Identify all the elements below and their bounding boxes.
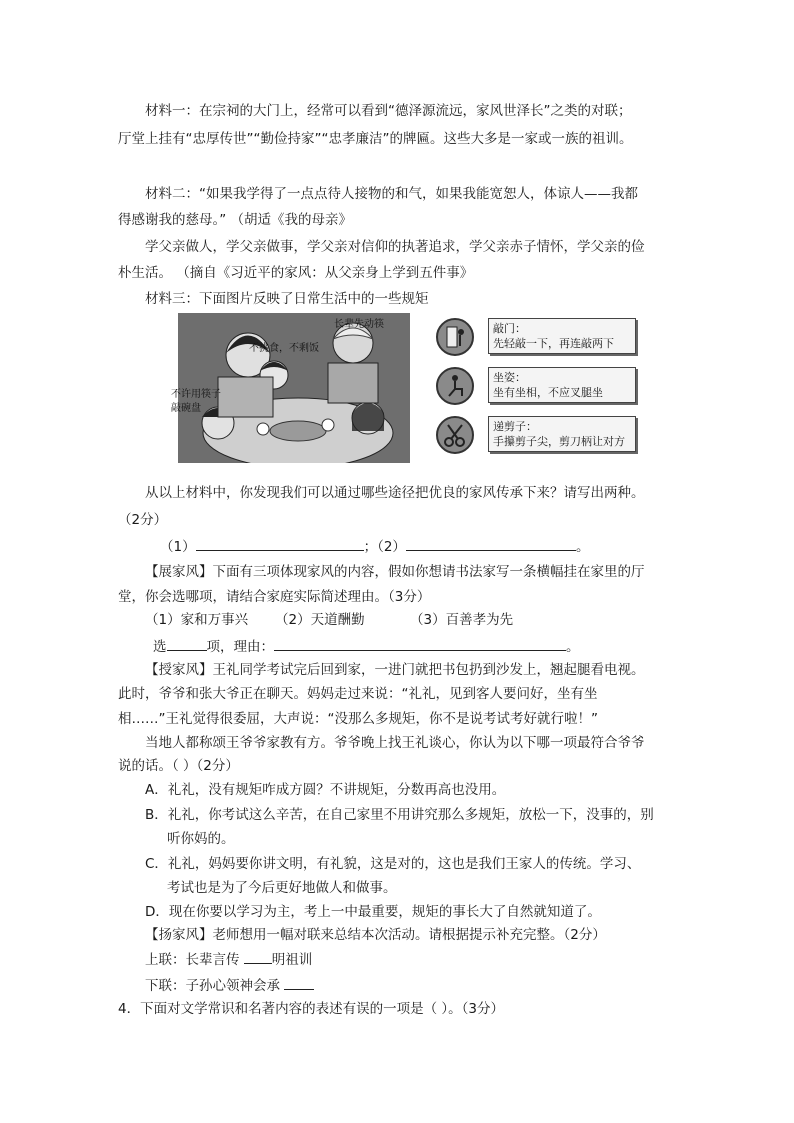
rule-knock-text: 先轻敲一下，再连敲两下 — [493, 337, 614, 350]
rule-sitting-title: 坐姿： — [493, 371, 526, 384]
material2-line1: 材料二：“如果我学得了一点点待人接物的和气，如果我能宽恕人，体谅人——我都 — [145, 186, 638, 202]
zhan-answer-row — [153, 636, 580, 657]
rule-scissors-title: 递剪子： — [493, 420, 537, 433]
yang-lower-a: 下联：子孙心领神会承 — [145, 978, 285, 994]
q1-answer1-blank[interactable] — [196, 536, 364, 551]
shou-line4: 当地人都称颂王爷爷家教有方。爷爷晚上找王礼谈心，你认为以下哪一项最符合爷爷 — [145, 735, 645, 751]
q1-line1: 从以上材料中，你发现我们可以通过哪些途径把优良的家风传承下来？请写出两种。 — [145, 485, 645, 501]
door-knock-icon — [436, 318, 474, 356]
caption-no-picky: 不挑食，不剩饭 — [249, 343, 319, 354]
rule-scissors — [488, 416, 636, 452]
q1-separator: ；（2） — [363, 539, 406, 555]
zhan-reason-blank[interactable] — [274, 636, 566, 651]
zhan-choice-blank[interactable] — [167, 636, 207, 651]
q1-blank1-label: （1） — [160, 539, 196, 555]
q1-answer2-blank[interactable] — [406, 536, 576, 551]
rule-sitting — [488, 367, 636, 403]
shou-option-d: D．现在你要以学习为主，考上一中最重要，规矩的事长大了自然就知道了。 — [145, 904, 601, 920]
shou-option-b2: 听你妈的。 — [167, 831, 235, 847]
shou-option-c2: 考试也是为了今后更好地做人和做事。 — [167, 880, 397, 896]
zhan-option-1: （1）家和万事兴 — [145, 612, 249, 628]
caption-no-chopsticks: 不许用筷子 — [171, 389, 221, 400]
caption-knock-bowl: 敲碗盘 — [171, 403, 201, 414]
rule-knock — [488, 318, 636, 354]
zhan-item: 项，理由： — [206, 639, 274, 655]
caption-elders-first: 长辈先动筷 — [334, 319, 384, 330]
shou-option-b1: B．礼礼，你考试这么辛苦，在自己家里不用讲究那么多规矩，放松一下，没事的，别 — [145, 807, 654, 823]
yang-lower-row — [145, 975, 314, 996]
yang-lower-blank[interactable] — [284, 975, 314, 990]
material1-line2: 厅堂上挂有“忠厚传世”“勤俭持家”“忠孝廉洁”的牌匾。这些大多是一家或一族的祖训。 — [118, 131, 633, 147]
rule-scissors-text: 手攥剪子尖，剪刀柄让对方 — [493, 435, 625, 448]
zhan-option-2: （2）天道酬勤 — [275, 612, 365, 628]
yang-upper-row — [145, 949, 312, 970]
yang-line1: 【扬家风】老师想用一幅对联来总结本次活动。请根据提示补充完整。（2分） — [145, 927, 606, 943]
shou-line2: 此时，爷爷和张大爷正在聊天。妈妈走过来说：“礼礼，见到客人要问好，坐有坐 — [118, 686, 598, 702]
scissors-icon — [436, 416, 474, 454]
material2-line2: 得感谢我的慈母。” （胡适《我的母亲》 — [118, 212, 353, 228]
q1-end: 。 — [575, 539, 590, 555]
shou-option-a: A．礼礼，没有规矩咋成方圆？不讲规矩，分数再高也没用。 — [145, 782, 506, 798]
yang-upper-b: 明祖训 — [271, 952, 313, 968]
material2-line4: 朴生活。 （摘自《习近平的家风：从父亲身上学到五件事》 — [118, 265, 474, 281]
rule-sitting-text: 坐有坐相，不应叉腿坐 — [493, 386, 603, 399]
sitting-icon — [436, 367, 474, 405]
zhan-line1: 【展家风】下面有三项体现家风的内容，假如你想请书法家写一条横幅挂在家里的厅 — [145, 564, 645, 580]
yang-upper-blank[interactable] — [244, 949, 272, 964]
shou-line3: 相……”王礼觉得很委屈，大声说：“没那么多规矩，你不是说考试考好就行啦！” — [118, 711, 598, 727]
shou-option-c1: C．礼礼，妈妈要你讲文明，有礼貌，这是对的，这也是我们王家人的传统。学习、 — [145, 856, 641, 872]
shou-line5: 说的话。（ ）（2分） — [118, 758, 239, 774]
material3-heading: 材料三：下面图片反映了日常生活中的一些规矩 — [145, 291, 429, 307]
zhan-line2: 堂，你会选哪项，请结合家庭实际简述理由。（3分） — [118, 589, 431, 605]
zhan-option-3: （3）百善孝为先 — [410, 612, 514, 628]
rule-knock-title: 敲门： — [493, 322, 526, 335]
shou-line1: 【授家风】王礼同学考试完后回到家，一进门就把书包扔到沙发上，翘起腿看电视。 — [145, 662, 645, 678]
zhan-end: 。 — [566, 639, 580, 655]
material2-line3: 学父亲做人，学父亲做事，学父亲对信仰的执著追求，学父亲赤子情怀，学父亲的俭 — [145, 239, 645, 255]
q1-answer-row — [160, 536, 589, 557]
q4-text: 4．下面对文学常识和名著内容的表述有误的一项是（ ）。（3分） — [118, 1001, 504, 1017]
q1-line2: （2分） — [118, 512, 168, 528]
yang-upper-a: 上联：长辈言传 — [145, 952, 244, 968]
zhan-choose: 选 — [153, 639, 167, 655]
material1-line1: 材料一：在宗祠的大门上，经常可以看到“德泽源流远，家风世泽长”之类的对联； — [145, 103, 632, 119]
